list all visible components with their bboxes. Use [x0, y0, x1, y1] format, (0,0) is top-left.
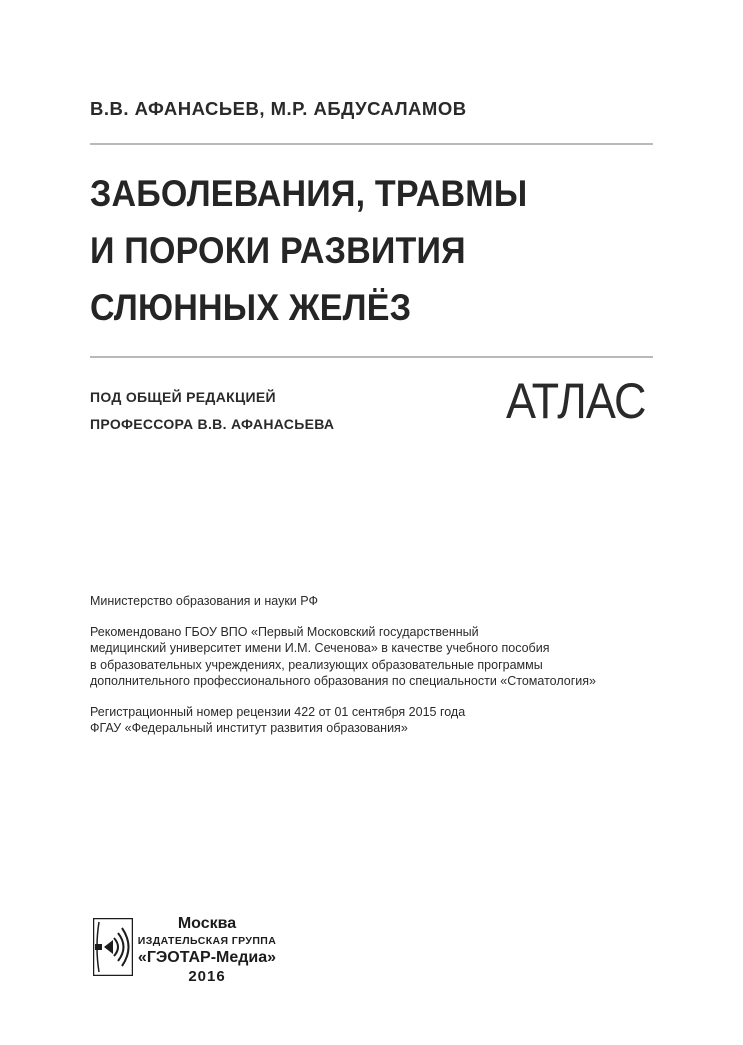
book-title — [90, 165, 527, 336]
registration-line-1: Регистрационный номер рецензии 422 от 01 сентября 2015 года — [90, 704, 466, 719]
title-line-1: ЗАБОЛЕВАНИЯ, ТРАВМЫ — [90, 173, 528, 214]
editor-block — [90, 384, 334, 438]
authors: В.В. АФАНАСЬЕВ, М.Р. АБДУСАЛАМОВ — [90, 98, 467, 119]
recommendation-line-3: в образовательных учреждениях, реализующих образовательные программы — [90, 657, 543, 672]
editor-line-1: ПОД ОБЩЕЙ РЕДАКЦИЕЙ — [90, 389, 276, 405]
publisher-name: «ГЭОТАР-Медиа» — [137, 949, 277, 966]
info-block — [90, 593, 690, 751]
publisher-year: 2016 — [188, 968, 226, 985]
publisher-group: ИЗДАТЕЛЬСКАЯ ГРУППА — [137, 935, 277, 947]
publisher-city: Москва — [177, 915, 237, 932]
registration-text — [90, 704, 690, 737]
atlas-label: АТЛАС — [506, 373, 646, 429]
title-line-3: СЛЮННЫХ ЖЕЛЁЗ — [90, 287, 412, 328]
recommendation-line-4: дополнительного профессионального образования по специальности «Стоматология» — [90, 674, 596, 688]
editor-line-2: ПРОФЕССОРА В.В. АФАНАСЬЕВА — [90, 416, 335, 432]
recommendation-text — [90, 624, 690, 690]
top-divider — [90, 143, 653, 145]
geotar-logo-icon — [93, 918, 133, 976]
title-line-2: И ПОРОКИ РАЗВИТИЯ — [90, 230, 466, 271]
publisher-block — [132, 915, 282, 986]
recommendation-line-1: Рекомендовано ГБОУ ВПО «Первый Московский государственный — [90, 624, 479, 639]
bottom-divider — [90, 356, 653, 358]
recommendation-line-2: медицинский университет имени И.М. Сеченова» в качестве учебного пособия — [90, 641, 550, 655]
registration-line-2: ФГАУ «Федеральный институт развития образования» — [90, 721, 408, 735]
ministry-text: Министерство образования и науки РФ — [90, 594, 318, 608]
